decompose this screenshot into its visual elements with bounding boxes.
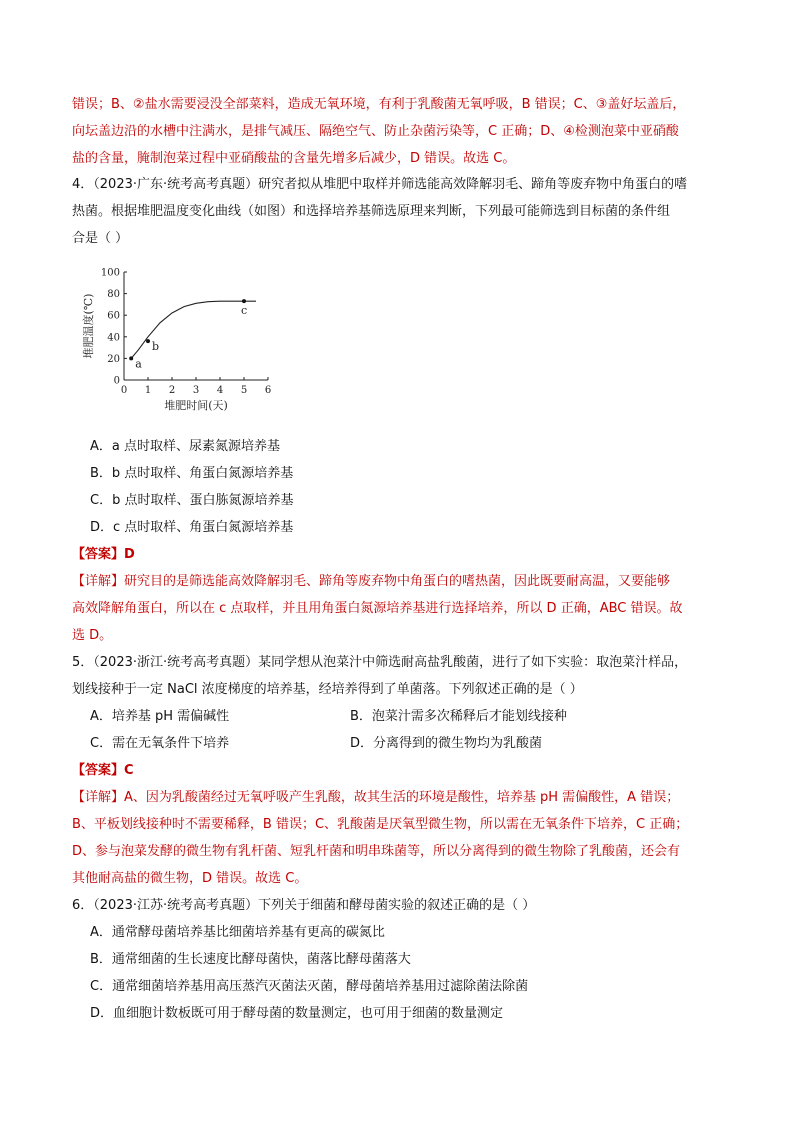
q4-option-a: A．a 点时取样、尿素氮源培养基 <box>90 439 280 454</box>
q5-option-c: C．需在无氧条件下培养 <box>90 736 230 751</box>
q4-stem-2: 热菌。根据堆肥温度变化曲线（如图）和选择培养基筛选原理来判断，下列最可能筛选到目标菌的条件组 <box>72 204 671 219</box>
y-axis-label: 堆肥温度(℃) <box>82 293 95 359</box>
y-tick-label: 100 <box>100 267 120 279</box>
explanation-line-2: 向坛盖边沿的水槽中注满水，是排气减压、隔绝空气、防止杂菌污染等，C 正确；D、④检测泡菜中亚硝酸 <box>72 124 679 139</box>
q4-answer: 【答案】D <box>72 547 135 562</box>
y-tick-label: 60 <box>107 310 120 322</box>
point-a <box>129 356 133 360</box>
point-label-a: a <box>135 357 142 371</box>
x-axis-label: 堆肥时间(天) <box>164 399 228 412</box>
temperature-chart <box>76 262 286 422</box>
q6-option-d: D．血细胞计数板既可用于酵母菌的数量测定，也可用于细菌的数量测定 <box>90 1006 504 1021</box>
q5-option-b: B．泡菜汁需多次稀释后才能划线接种 <box>350 709 567 724</box>
q5-option-a: A．培养基 pH 需偏碱性 <box>90 709 230 724</box>
x-tick-label: 5 <box>240 385 248 396</box>
q6-option-b: B．通常细菌的生长速度比酵母菌快，菌落比酵母菌落大 <box>90 952 411 967</box>
q5-detail-4: 其他耐高盐的微生物，D 错误。故选 C。 <box>72 871 308 886</box>
q4-detail-1: 【详解】研究目的是筛选能高效降解羽毛、蹄角等废弃物中角蛋白的嗜热菌，因此既要耐高温，又要能够 <box>72 574 671 589</box>
q5-detail-1: 【详解】A、因为乳酸菌经过无氧呼吸产生乳酸，故其生活的环境是酸性，培养基 pH 需偏酸性，A 错误； <box>72 790 680 805</box>
q6-stem-1: 6．（2023·江苏·统考高考真题）下列关于细菌和酵母菌实验的叙述正确的是（ ） <box>72 898 536 913</box>
q5-answer: 【答案】C <box>72 763 134 778</box>
q4-stem-3: 合是（ ） <box>72 231 129 246</box>
y-tick-label: 40 <box>107 332 120 344</box>
x-tick-label: 0 <box>120 385 128 396</box>
point-label-c: c <box>241 304 248 318</box>
y-tick-label: 20 <box>107 353 120 365</box>
x-tick-label: 3 <box>192 385 200 396</box>
q4-option-d: D．c 点时取样、角蛋白氮源培养基 <box>90 520 294 535</box>
x-tick-label: 1 <box>144 385 152 396</box>
x-tick-label: 4 <box>216 385 224 396</box>
q5-stem-1: 5．（2023·浙江·统考高考真题）某同学想从泡菜汁中筛选耐高盐乳酸菌，进行了如下实验：取泡菜汁样品， <box>72 655 688 670</box>
y-tick-label: 80 <box>107 289 120 301</box>
point-b <box>146 339 150 343</box>
q4-option-c: C．b 点时取样、蛋白胨氮源培养基 <box>90 493 294 508</box>
q6-option-c: C．通常细菌培养基用高压蒸汽灭菌法灭菌，酵母菌培养基用过滤除菌法除菌 <box>90 979 529 994</box>
q6-option-a: A．通常酵母菌培养基比细菌培养基有更高的碳氮比 <box>90 925 385 940</box>
q4-detail-3: 选 D。 <box>72 628 113 643</box>
q5-option-d: D．分离得到的微生物均为乳酸菌 <box>350 736 543 751</box>
explanation-line-1: 错误；B、②盐水需要浸没全部菜料，造成无氧环境，有利于乳酸菌无氧呼吸，B 错误；C、③盖好坛盖后， <box>72 97 686 112</box>
q4-detail-2: 高效降解角蛋白，所以在 c 点取样，并且用角蛋白氮源培养基进行选择培养，所以 D 正确，ABC 错误。故 <box>72 601 683 616</box>
q5-detail-2: B、平板划线接种时不需要稀释，B 错误；C、乳酸菌是厌氧型微生物，所以需在无氧条件下培养，C 正确； <box>72 817 689 832</box>
temperature-curve <box>131 301 256 358</box>
point-c <box>242 299 246 303</box>
explanation-line-3: 盐的含量，腌制泡菜过程中亚硝酸盐的含量先增多后减少，D 错误。故选 C。 <box>72 151 516 166</box>
point-label-b: b <box>152 340 160 354</box>
q4-stem-1: 4．（2023·广东·统考高考真题）研究者拟从堆肥中取样并筛选能高效降解羽毛、蹄角等废弃物中角蛋白的嗜 <box>72 177 688 192</box>
y-tick-label: 0 <box>113 375 120 387</box>
q5-detail-3: D、参与泡菜发酵的微生物有乳杆菌、短乳杆菌和明串珠菌等，所以分离得到的微生物除了乳酸菌，还会有 <box>72 844 681 859</box>
q5-stem-2: 划线接种于一定 NaCl 浓度梯度的培养基，经培养得到了单菌落。下列叙述正确的是（ ） <box>72 682 583 697</box>
x-tick-label: 6 <box>264 385 272 396</box>
x-tick-label: 2 <box>168 385 176 396</box>
q4-option-b: B．b 点时取样、角蛋白氮源培养基 <box>90 466 294 481</box>
